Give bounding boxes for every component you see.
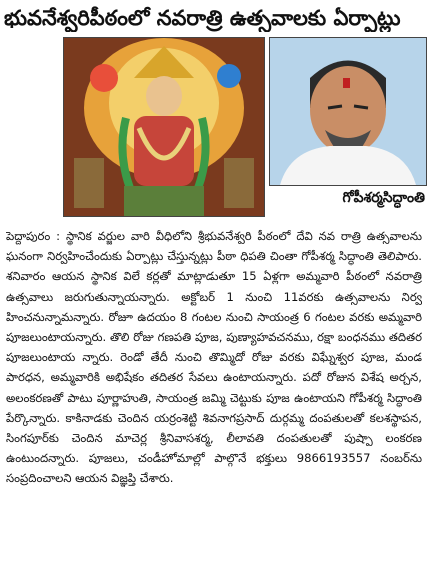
article-body <box>6 226 422 570</box>
dateline: పెద్దాపురం : <box>6 229 61 243</box>
article-text: స్థానిక వర్జుల వారి వీధిలోని శ్రీభువనేశ్వరి పీఠంలో దేవి నవ రాత్రి ఉత్సవాలను ఘనంగా నిర్వహించేందుకు ఏర్పాట్లు చేస్తున్నట్లు పీఠా ధిపతి చింతా గోపీశర్మ సిద్ధాంతి తెలిపారు. శనివారం ఆయన స్థానిక విలే కర్లతో మాట్లాడుతూ 15 ఏళ్లగా అమ్మవారి పీఠంలో నవరాత్రి ఉత్సవాలు జరుగుతున్నాయన్నారు. అక్టోబర్ 1 నుంచి 11వరకు ఉత్సవాలను నిర్వ హించనున్నామన్నారు. రోజూ ఉదయం 8 గంటల నుంచి సాయంత్ర 6 గంటల వరకు అమ్మవారి పూజలుంటాయన్నారు. తొలి రోజు గణపతి పూజ, పుణ్యాహవచనము, రక్షా బంధనము తదితర పూజలుంటాయ న్నారు. రెండో తేదీ నుంచి తొమ్మిదో రోజు వరకు విఘ్నేశ్వర పూజ, మండ పారధన, అమ్మవారికి అభిషేకం తదితర సేవలు ఉంటాయన్నారు. పదో రోజున విశేష అర్చన, అలంకరణతో పాటు పూర్ణాహుతి, సాయంత్ర జమ్మి చెట్టుకు పూజ ఉంటాయని గోపీశర్మ సిద్ధాంతి పేర్కొన్నారు. కాకినాడకు చెందిన యర్రంశెట్టి శివనాగప్రసాద్ దుర్గమ్మ దంపతులతో కలశస్థాపన, సింగపూర్‌కు చెందిన మాచెర్ల శ్రీనివాసశర్మ, లీలావతి దంపతులతో పుష్పా లంకరణ ఉంటుందన్నారు. పూజలు, చండీహోమాల్లో పాల్గొనే భక్తులు 9866193557 నంబర్‌ను సంప్రదించాలని ఆయన విజ్ఞప్తి చేశారు. <box>6 229 422 486</box>
person-portrait-photo <box>269 37 427 186</box>
headline: భువనేశ్వరిపీఠంలో నవరాత్రి ఉత్సవాలకు ఏర్పాట్లు <box>4 6 401 30</box>
article-paragraph <box>6 226 422 489</box>
goddess-idol-photo <box>63 37 265 217</box>
portrait-image <box>270 38 426 185</box>
goddess-idol-image <box>64 38 264 216</box>
photo-caption: గోపీశర్మసిద్ధాంతి <box>342 190 425 206</box>
